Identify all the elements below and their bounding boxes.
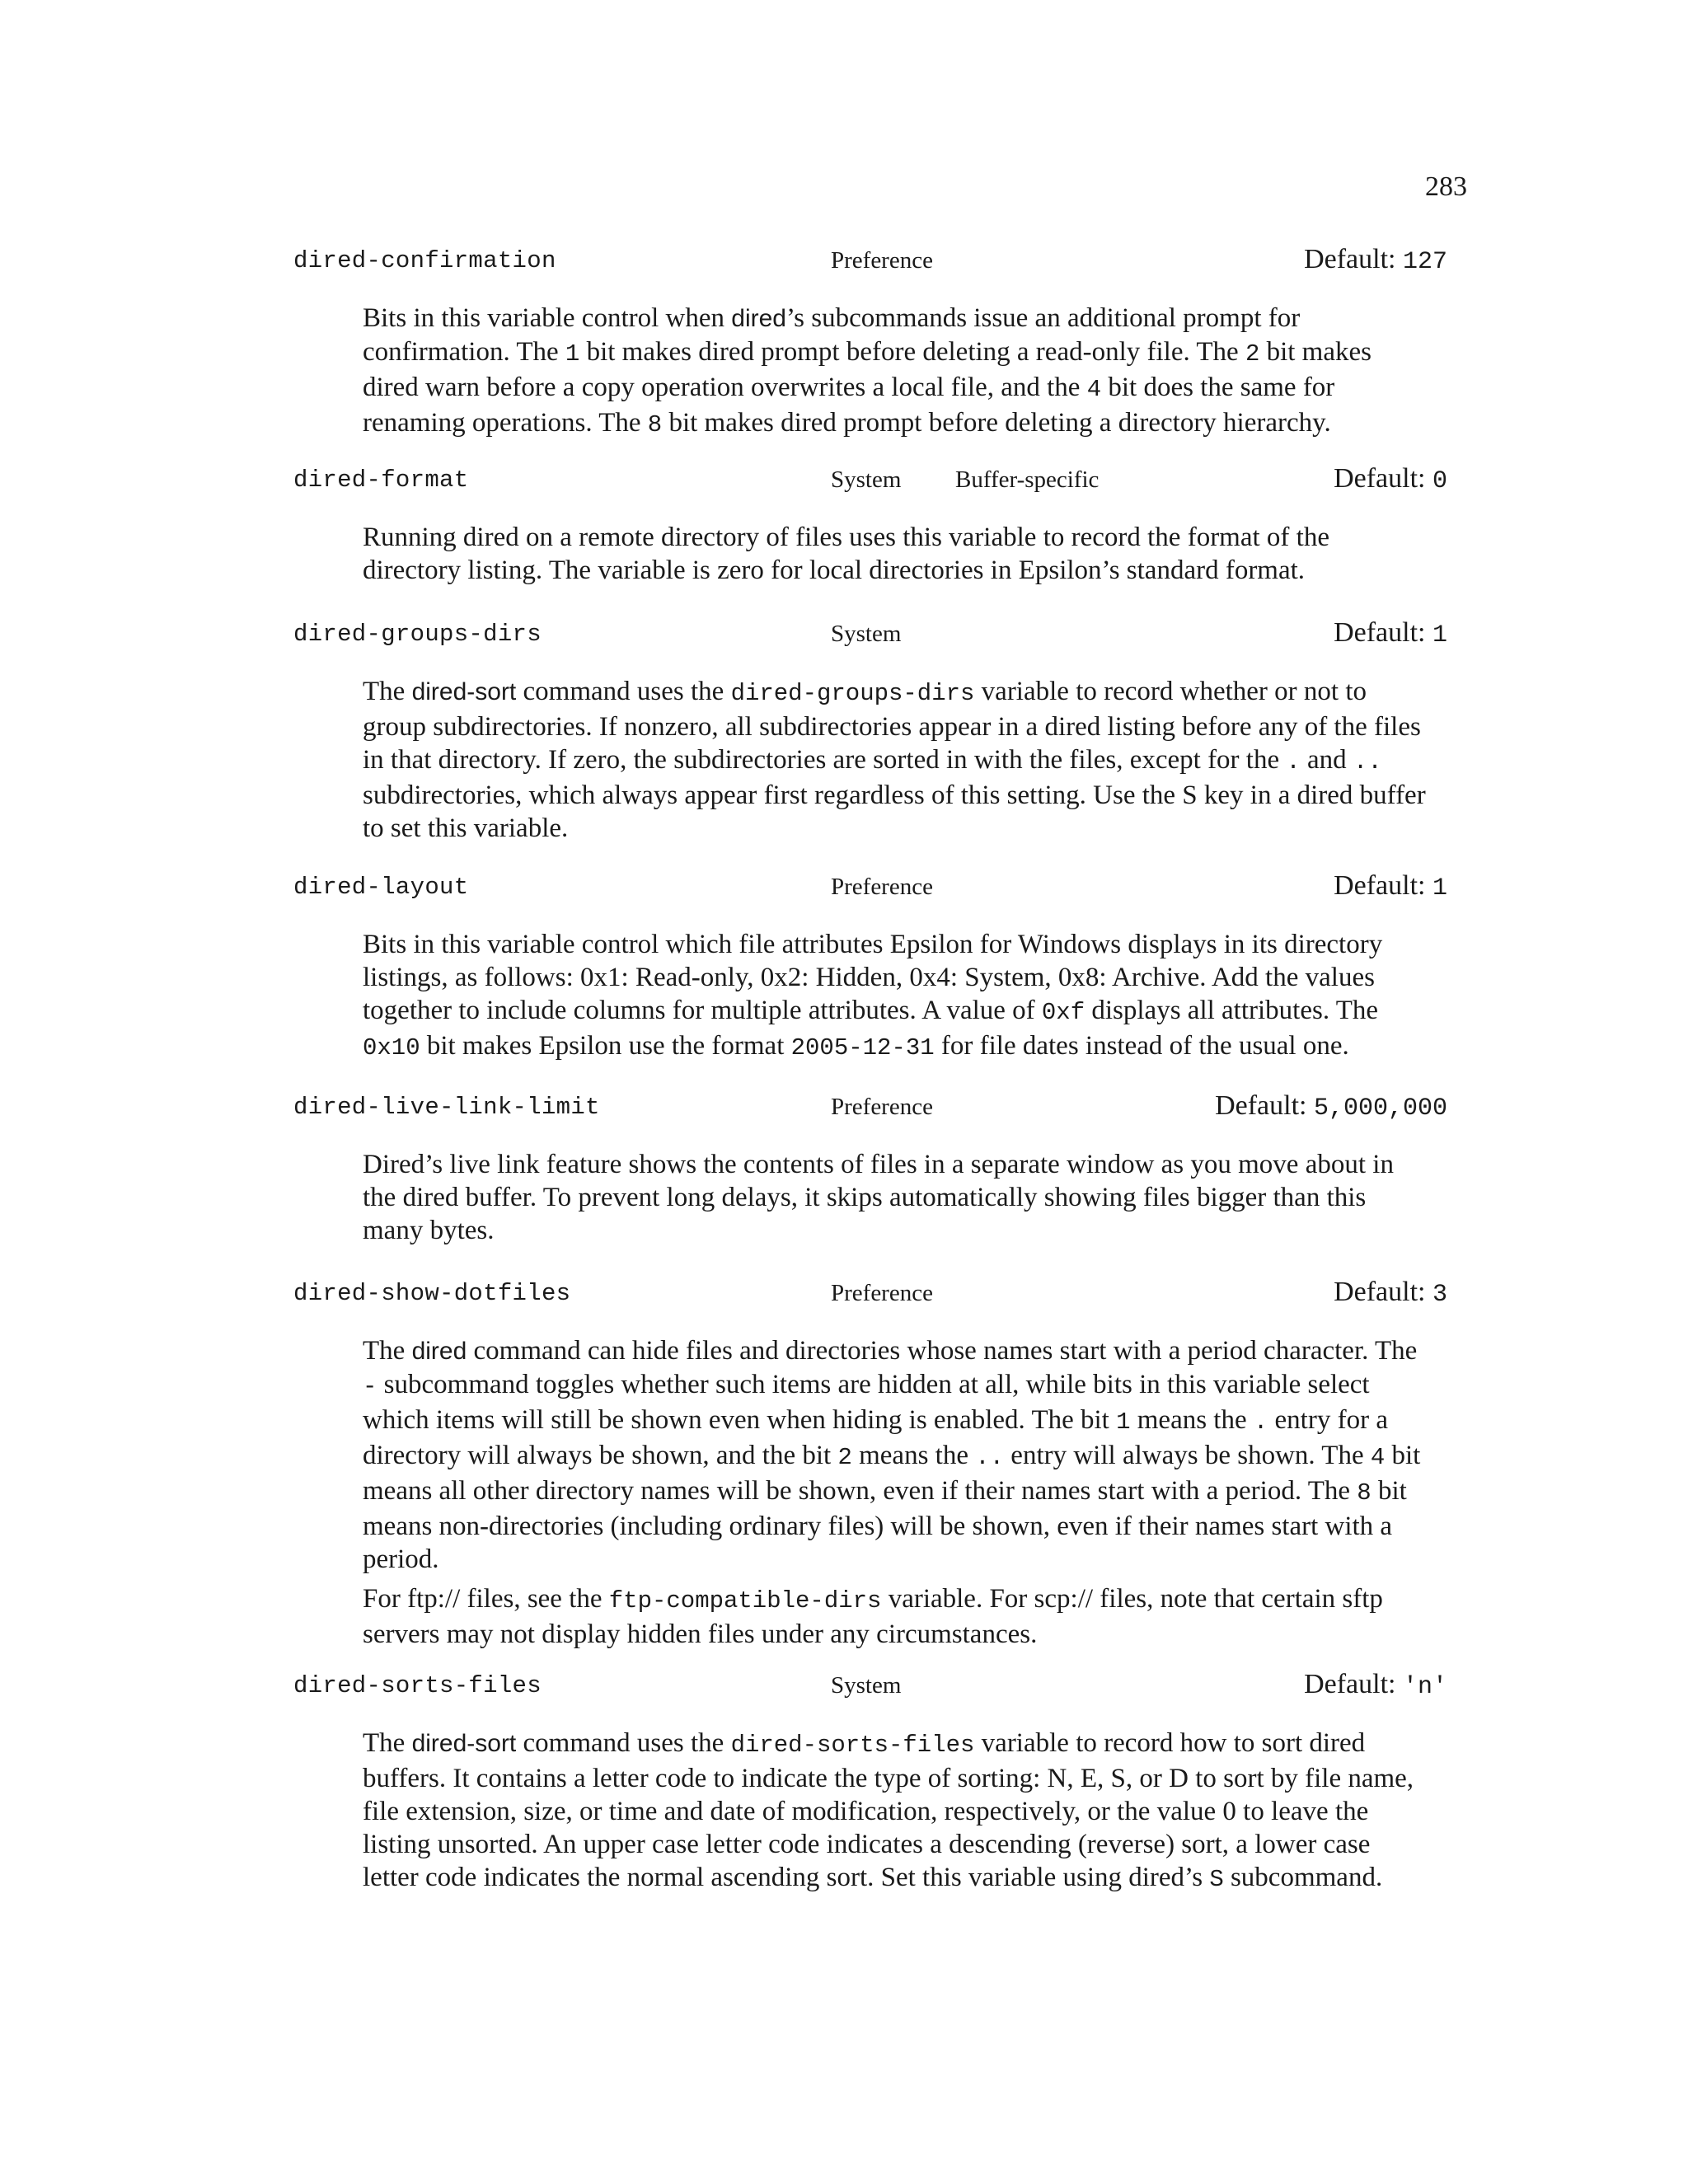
- text-run: For ftp:// files, see the: [363, 1584, 609, 1614]
- default-label: Default:: [1334, 617, 1426, 648]
- variable-name: dired-confirmation: [293, 247, 556, 274]
- text-run: Dired’s live link feature shows the contents of files in a separate window as you move about in the dired buffer. To prevent long delays, it skips automatically showing files bigger than this many bytes.: [363, 1150, 1394, 1245]
- code-text: -: [363, 1373, 377, 1400]
- variable-description: [363, 675, 1426, 845]
- code-text: 1: [565, 340, 580, 368]
- variable-description: [363, 928, 1426, 1065]
- variable-header: [293, 617, 1447, 654]
- variable-type: Preference: [831, 247, 933, 274]
- variable-default: [1334, 463, 1447, 495]
- variable-description: [363, 302, 1426, 442]
- text-run: variable to record whether or not to group subdirectories. If nonzero, all subdirectories appear in a dired listing before any of the files in that directory. If zero, the subdirectories are sorted in with the files, except for the: [363, 677, 1421, 775]
- code-text: 1: [1116, 1408, 1131, 1436]
- text-run: ’s subcommands issue an additional prompt for confirmation. The: [363, 303, 1301, 367]
- default-value: 127: [1402, 248, 1447, 276]
- variable-entry: [293, 1277, 1447, 1651]
- text-run: bit makes dired prompt before deleting a directory hierarchy.: [662, 408, 1331, 438]
- description-paragraph: [363, 1148, 1426, 1247]
- command-name: dired: [411, 1338, 467, 1365]
- text-run: command can hide files and directories whose names start with a period character. The: [467, 1336, 1418, 1366]
- default-label: Default:: [1304, 244, 1396, 274]
- default-label: Default:: [1334, 870, 1426, 901]
- text-run: and: [1300, 745, 1353, 775]
- variable-header: [293, 1277, 1447, 1313]
- description-paragraph: [363, 1334, 1426, 1576]
- description-paragraph: [363, 1727, 1426, 1896]
- text-run: bit does the same for renaming operations. The: [363, 373, 1335, 438]
- command-name: dired: [731, 305, 786, 332]
- text-run: bit means non-directories (including ordinary files) will be shown, even if their names start with a period.: [363, 1476, 1407, 1574]
- variable-default: [1334, 1277, 1447, 1309]
- code-text: .: [1286, 748, 1301, 776]
- variable-entry: [293, 617, 1447, 845]
- text-run: Bits in this variable control which file attributes Epsilon for Windows displays in its directory listings, as follows: 0x1: Read-only, 0x2: Hidden, 0x4: System, 0x8: Archive. Add the values together to include columns for multiple attributes. A value of: [363, 930, 1383, 1025]
- default-label: Default:: [1334, 1277, 1426, 1307]
- variable-scope: Buffer-specific: [955, 466, 1100, 493]
- variable-name: dired-layout: [293, 874, 469, 901]
- variable-header: [293, 1669, 1447, 1705]
- text-run: command uses the: [516, 677, 731, 706]
- text-run: variable to record how to sort dired buffers. It contains a letter code to indicate the type of sorting: N, E, S, or D to sort by file name, file extension, size, or time and date of modification, respectively, or the value 0 to leave the listing unsorted. An upper case letter code indicates a descending (reverse) sort, a lower case letter code indicates the normal ascending sort. Set this variable using dired’s: [363, 1728, 1414, 1892]
- command-name: dired-sort: [411, 1730, 517, 1757]
- variable-entry: [293, 463, 1447, 587]
- variable-entry: [293, 1669, 1447, 1896]
- code-text: 8: [647, 411, 663, 438]
- code-text: 2: [837, 1444, 852, 1471]
- variable-header: [293, 1090, 1447, 1127]
- variable-type: Preference: [831, 874, 933, 900]
- code-text: 8: [1357, 1479, 1372, 1507]
- default-value: 1: [1432, 874, 1447, 902]
- default-value: 1: [1432, 621, 1447, 649]
- variable-default: [1334, 870, 1447, 902]
- default-value: 3: [1432, 1281, 1447, 1309]
- text-run: bit makes dired warn before a copy operation overwrites a local file, and the: [363, 337, 1372, 402]
- default-value: 'n': [1402, 1673, 1447, 1701]
- text-run: bit means all other directory names will be shown, even if their names start with a period. The: [363, 1441, 1421, 1506]
- text-run: entry for a directory will always be shown, and the bit: [363, 1405, 1388, 1470]
- variable-name: dired-show-dotfiles: [293, 1280, 571, 1307]
- variable-entry: [293, 870, 1447, 1065]
- page-number: 283: [1425, 171, 1467, 202]
- text-run: Running dired on a remote directory of files uses this variable to record the format of the directory listing. The variable is zero for local directories in Epsilon’s standard format.: [363, 523, 1329, 585]
- default-label: Default:: [1334, 463, 1426, 494]
- variable-description: [363, 521, 1426, 587]
- text-run: The: [363, 1728, 412, 1758]
- text-run: subcommand toggles whether such items are hidden at all, while bits in this variable select which items will still be shown even when hiding is enabled. The bit: [363, 1370, 1370, 1435]
- default-label: Default:: [1215, 1090, 1307, 1121]
- variable-header: [293, 870, 1447, 907]
- variable-type: Preference: [831, 1094, 933, 1120]
- command-name: dired-sort: [411, 678, 517, 705]
- text-run: bit makes Epsilon use the format: [420, 1031, 791, 1061]
- text-run: for file dates instead of the usual one.: [934, 1031, 1349, 1061]
- code-text: 2: [1245, 340, 1260, 368]
- description-paragraph: [363, 521, 1426, 587]
- variable-header: [293, 463, 1447, 499]
- code-text: S: [1209, 1866, 1224, 1893]
- variable-name: dired-groups-dirs: [293, 621, 542, 648]
- code-text: 0xf: [1041, 999, 1085, 1026]
- code-text: 4: [1086, 376, 1102, 403]
- text-run: Bits in this variable control when: [363, 303, 732, 333]
- code-text: ..: [975, 1444, 1005, 1471]
- text-run: variable. For scp:// files, note that certain sftp servers may not display hidden files under any circumstances.: [363, 1584, 1383, 1649]
- text-run: means the: [851, 1441, 976, 1470]
- variable-type: System: [831, 1672, 902, 1699]
- description-paragraph: [363, 928, 1426, 1065]
- text-run: displays all attributes. The: [1085, 996, 1379, 1025]
- code-text: dired-groups-dirs: [730, 680, 975, 707]
- default-label: Default:: [1304, 1669, 1396, 1699]
- code-text: 4: [1370, 1444, 1386, 1471]
- variable-description: [363, 1148, 1426, 1247]
- code-text: .: [1253, 1408, 1268, 1436]
- variable-entry: [293, 1090, 1447, 1247]
- code-text: dired-sorts-files: [730, 1732, 975, 1759]
- variable-type: System: [831, 621, 902, 647]
- variable-name: dired-format: [293, 466, 469, 494]
- code-text: ..: [1353, 748, 1382, 776]
- default-value: 0: [1432, 467, 1447, 495]
- text-run: The: [363, 1336, 412, 1366]
- variable-type: Preference: [831, 1280, 933, 1306]
- variable-default: [1304, 244, 1447, 276]
- text-run: The: [363, 677, 412, 706]
- description-paragraph: [363, 1582, 1426, 1651]
- variable-name: dired-live-link-limit: [293, 1094, 600, 1121]
- code-text: ftp-compatible-dirs: [608, 1587, 882, 1615]
- variable-default: [1304, 1669, 1447, 1701]
- variable-type: System: [831, 466, 902, 493]
- code-text: 2005-12-31: [790, 1034, 935, 1062]
- text-run: entry will always be shown. The: [1004, 1441, 1371, 1470]
- text-run: subcommand.: [1223, 1863, 1383, 1892]
- variable-header: [293, 244, 1447, 280]
- variable-entry: [293, 244, 1447, 442]
- variable-default: [1215, 1090, 1447, 1122]
- variable-default: [1334, 617, 1447, 649]
- text-run: bit makes dired prompt before deleting a read-only file. The: [579, 337, 1245, 367]
- description-paragraph: [363, 302, 1426, 442]
- variable-description: [363, 1334, 1426, 1651]
- text-run: means the: [1130, 1405, 1254, 1435]
- code-text: 0x10: [363, 1034, 420, 1062]
- variable-name: dired-sorts-files: [293, 1672, 542, 1699]
- description-paragraph: [363, 675, 1426, 845]
- default-value: 5,000,000: [1313, 1094, 1447, 1122]
- variable-description: [363, 1727, 1426, 1896]
- text-run: subdirectories, which always appear first regardless of this setting. Use the S key in a dired buffer to set this variable.: [363, 780, 1426, 843]
- text-run: command uses the: [516, 1728, 731, 1758]
